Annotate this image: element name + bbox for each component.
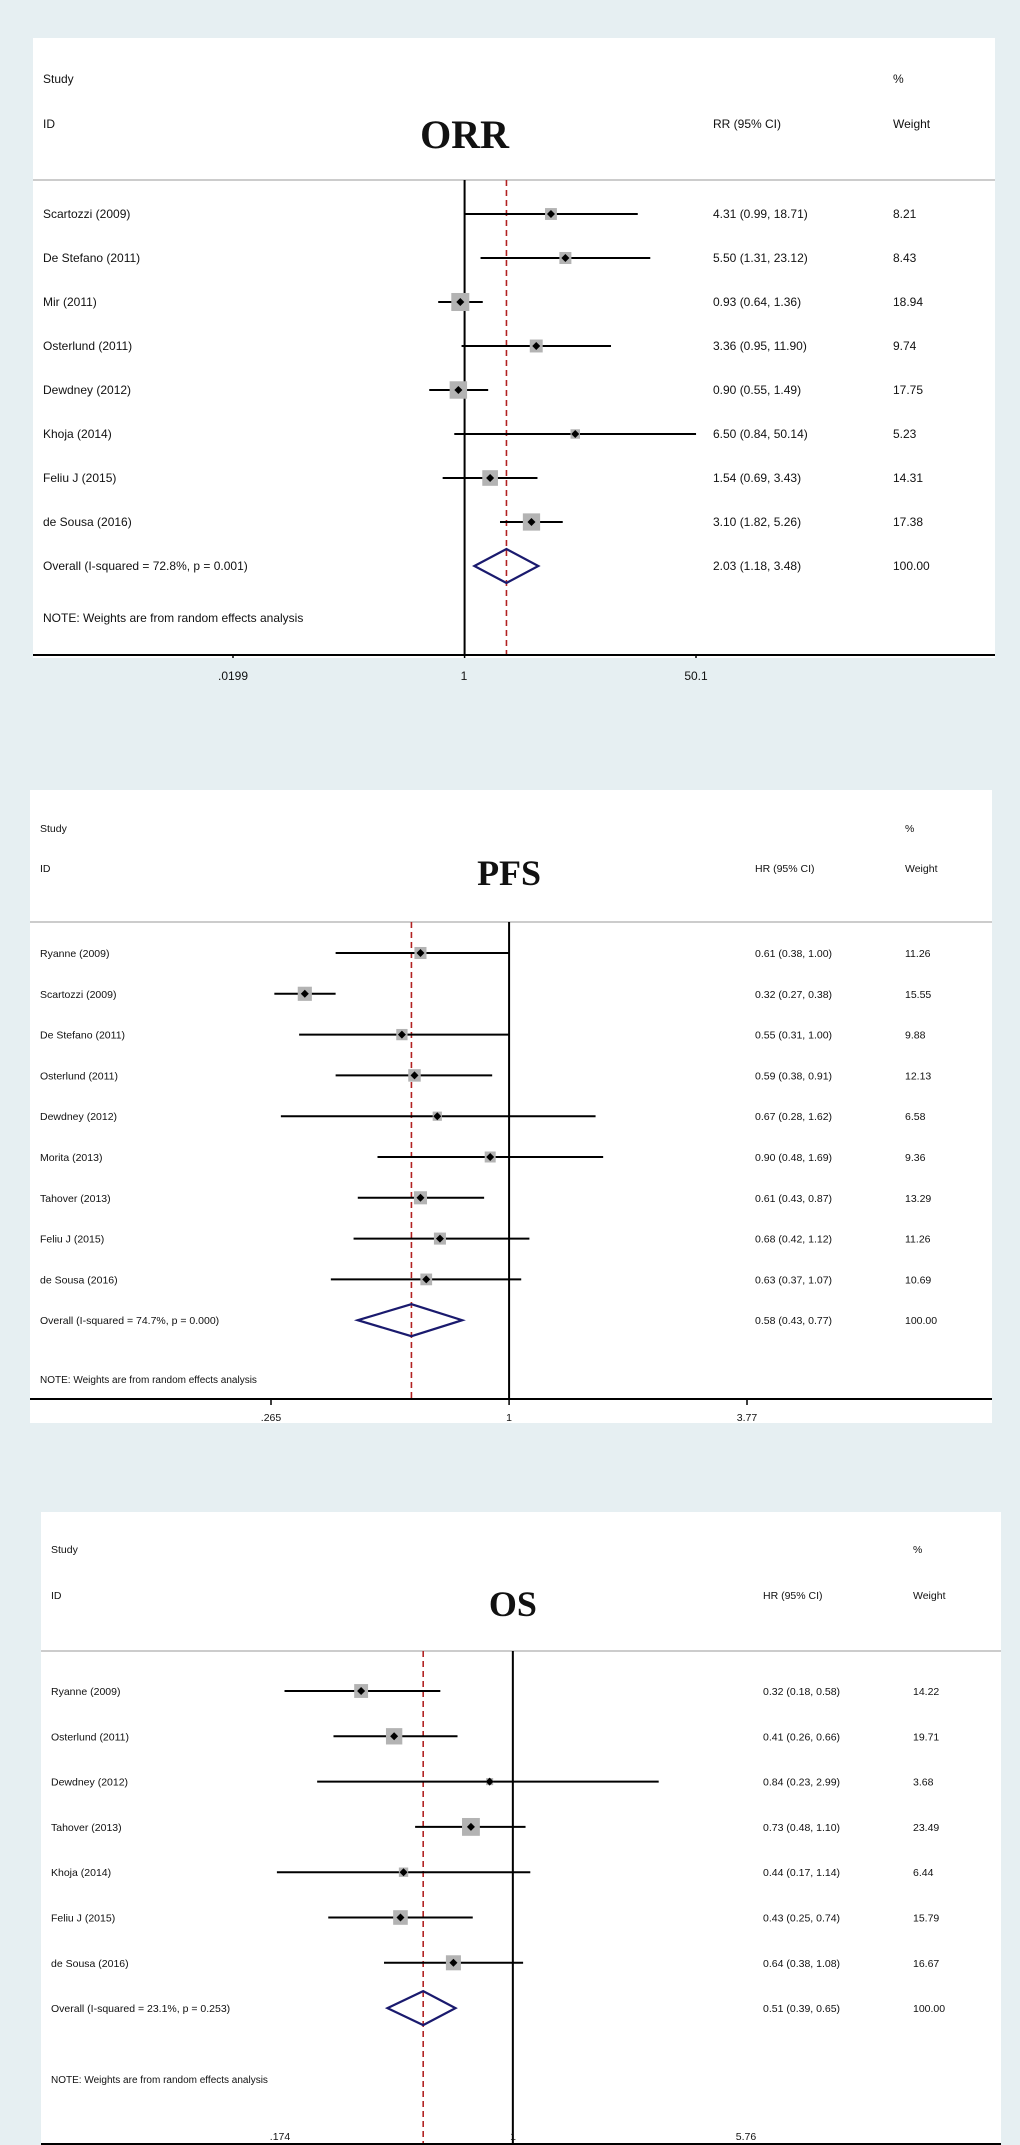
study-weight-text: 16.67 bbox=[913, 1957, 940, 1970]
study-label: Feliu J (2015) bbox=[43, 471, 117, 485]
forest-plot-orr bbox=[33, 38, 995, 658]
study-ci-text: 0.73 (0.48, 1.10) bbox=[763, 1821, 841, 1834]
study-label: Dewdney (2012) bbox=[43, 383, 132, 397]
header-study-label: Study bbox=[51, 1544, 78, 1556]
study-weight-text: 9.74 bbox=[893, 339, 917, 353]
study-weight-text: 13.29 bbox=[905, 1192, 932, 1205]
study-label: Mir (2011) bbox=[43, 295, 97, 309]
study-ci-text: 1.54 (0.69, 3.43) bbox=[713, 471, 802, 485]
study-ci-text: 4.31 (0.99, 18.71) bbox=[713, 207, 808, 221]
study-ci-text: 0.61 (0.43, 0.87) bbox=[755, 1192, 833, 1205]
study-weight-text: 17.75 bbox=[893, 383, 924, 397]
study-weight-text: 18.94 bbox=[893, 295, 924, 309]
study-weight-text: 17.38 bbox=[893, 515, 924, 529]
study-weight-text: 8.21 bbox=[893, 207, 917, 221]
study-label: de Sousa (2016) bbox=[43, 515, 132, 529]
header-id-label: ID bbox=[40, 863, 51, 875]
header-weight-label: Weight bbox=[905, 863, 938, 875]
study-label: Osterlund (2011) bbox=[40, 1070, 119, 1083]
chart-title: OS bbox=[488, 1584, 537, 1624]
forest-plot-os-svg bbox=[41, 1512, 1001, 2145]
study-label: de Sousa (2016) bbox=[51, 1957, 129, 1970]
study-weight-text: 11.26 bbox=[905, 1233, 931, 1246]
overall-weight-text: 100.00 bbox=[905, 1315, 938, 1328]
header-study-label: Study bbox=[40, 823, 67, 835]
study-ci-text: 0.32 (0.18, 0.58) bbox=[763, 1686, 841, 1698]
study-ci-text: 3.10 (1.82, 5.26) bbox=[713, 515, 802, 529]
study-weight-text: 19.71 bbox=[913, 1731, 940, 1744]
study-ci-text: 0.61 (0.38, 1.00) bbox=[755, 948, 833, 960]
header-weight-label: Weight bbox=[893, 117, 931, 131]
header-study-label: Study bbox=[43, 72, 74, 86]
study-label: Feliu J (2015) bbox=[40, 1233, 105, 1246]
chart-title: PFS bbox=[477, 853, 542, 893]
study-ci-text: 0.63 (0.37, 1.07) bbox=[755, 1274, 833, 1287]
x-axis-tick-label: 5.76 bbox=[735, 2131, 757, 2143]
header-percent-label: % bbox=[905, 823, 915, 835]
study-label: Khoja (2014) bbox=[43, 427, 112, 441]
x-axis-tick-label: 1 bbox=[506, 1412, 512, 1424]
x-axis-tick-label: .174 bbox=[269, 2131, 291, 2143]
study-weight-text: 15.79 bbox=[913, 1912, 940, 1925]
study-weight-text: 3.68 bbox=[913, 1776, 934, 1789]
study-ci-text: 0.67 (0.28, 1.62) bbox=[755, 1111, 833, 1124]
study-label: Scartozzi (2009) bbox=[40, 988, 117, 1001]
overall-diamond bbox=[358, 1304, 462, 1336]
study-label: Feliu J (2015) bbox=[51, 1912, 116, 1925]
study-label: De Stefano (2011) bbox=[40, 1029, 126, 1042]
study-weight-text: 9.36 bbox=[905, 1152, 926, 1164]
study-ci-text: 0.43 (0.25, 0.74) bbox=[763, 1912, 841, 1925]
x-axis-tick-label: .265 bbox=[260, 1412, 282, 1424]
header-id-label: ID bbox=[51, 1590, 62, 1602]
header-weight-label: Weight bbox=[913, 1590, 946, 1602]
study-label: Tahover (2013) bbox=[40, 1192, 111, 1205]
study-weight-text: 6.44 bbox=[913, 1867, 934, 1880]
header-percent-label: % bbox=[893, 72, 904, 86]
x-axis-tick-label: .0199 bbox=[217, 669, 249, 683]
study-ci-text: 5.50 (1.31, 23.12) bbox=[713, 251, 808, 265]
overall-diamond bbox=[387, 1991, 455, 2025]
study-ci-text: 6.50 (0.84, 50.14) bbox=[713, 427, 808, 441]
overall-ci-text: 2.03 (1.18, 3.48) bbox=[713, 559, 802, 573]
study-ci-text: 0.90 (0.48, 1.69) bbox=[755, 1152, 833, 1164]
study-weight-text: 10.69 bbox=[905, 1274, 932, 1287]
forest-plot-pfs-svg bbox=[30, 790, 992, 1423]
study-weight-text: 6.58 bbox=[905, 1111, 926, 1124]
header-id-label: ID bbox=[43, 117, 55, 131]
study-label: Osterlund (2011) bbox=[43, 339, 133, 353]
study-ci-text: 0.68 (0.42, 1.12) bbox=[755, 1233, 833, 1246]
weights-note: NOTE: Weights are from random effects analysis bbox=[40, 1375, 257, 1386]
study-weight-text: 14.31 bbox=[893, 471, 924, 485]
study-label: de Sousa (2016) bbox=[40, 1274, 118, 1287]
study-label: Tahover (2013) bbox=[51, 1821, 122, 1834]
study-label: Khoja (2014) bbox=[51, 1867, 112, 1880]
forest-plot-orr-svg bbox=[33, 38, 995, 658]
overall-weight-text: 100.00 bbox=[893, 559, 930, 573]
study-weight-text: 23.49 bbox=[913, 1821, 940, 1834]
study-weight-text: 15.55 bbox=[905, 988, 932, 1001]
weights-note: NOTE: Weights are from random effects analysis bbox=[43, 611, 304, 625]
study-label: Dewdney (2012) bbox=[40, 1111, 118, 1124]
header-percent-label: % bbox=[913, 1544, 923, 1556]
forest-plot-os bbox=[41, 1512, 1001, 2145]
overall-ci-text: 0.58 (0.43, 0.77) bbox=[755, 1315, 833, 1328]
header-measure-label: HR (95% CI) bbox=[755, 863, 815, 875]
study-weight-text: 5.23 bbox=[893, 427, 917, 441]
study-ci-text: 0.90 (0.55, 1.49) bbox=[713, 383, 802, 397]
study-ci-text: 0.84 (0.23, 2.99) bbox=[763, 1776, 841, 1789]
x-axis-tick-label: 3.77 bbox=[736, 1412, 758, 1424]
overall-label: Overall (I-squared = 72.8%, p = 0.001) bbox=[43, 559, 248, 573]
study-label: Ryanne (2009) bbox=[40, 948, 110, 960]
study-ci-text: 0.41 (0.26, 0.66) bbox=[763, 1731, 841, 1744]
overall-ci-text: 0.51 (0.39, 0.65) bbox=[763, 2003, 841, 2016]
study-label: Scartozzi (2009) bbox=[43, 207, 131, 221]
study-ci-text: 0.59 (0.38, 0.91) bbox=[755, 1070, 833, 1083]
x-axis-tick-label: 50.1 bbox=[684, 669, 708, 683]
study-label: Osterlund (2011) bbox=[51, 1731, 130, 1744]
overall-label: Overall (I-squared = 23.1%, p = 0.253) bbox=[51, 2003, 231, 2016]
study-weight-text: 11.26 bbox=[905, 948, 931, 960]
header-measure-label: HR (95% CI) bbox=[763, 1590, 823, 1602]
chart-title: ORR bbox=[420, 112, 510, 157]
study-weight-text: 9.88 bbox=[905, 1029, 926, 1042]
study-label: Ryanne (2009) bbox=[51, 1686, 121, 1698]
study-weight-text: 12.13 bbox=[905, 1070, 932, 1083]
study-weight-text: 14.22 bbox=[913, 1686, 940, 1698]
study-ci-text: 0.93 (0.64, 1.36) bbox=[713, 295, 802, 309]
overall-label: Overall (I-squared = 74.7%, p = 0.000) bbox=[40, 1315, 220, 1328]
x-axis-tick-label: 1 bbox=[460, 669, 468, 683]
header-measure-label: RR (95% CI) bbox=[713, 117, 782, 131]
weights-note: NOTE: Weights are from random effects analysis bbox=[51, 2075, 268, 2086]
study-ci-text: 0.55 (0.31, 1.00) bbox=[755, 1029, 833, 1042]
x-axis-tick-label: 1 bbox=[510, 2131, 516, 2143]
study-ci-text: 0.32 (0.27, 0.38) bbox=[755, 988, 833, 1001]
study-ci-text: 3.36 (0.95, 11.90) bbox=[713, 339, 807, 353]
study-label: Dewdney (2012) bbox=[51, 1776, 129, 1789]
study-weight-text: 8.43 bbox=[893, 251, 917, 265]
study-label: Morita (2013) bbox=[40, 1152, 103, 1164]
forest-plot-pfs bbox=[30, 790, 992, 1423]
study-ci-text: 0.64 (0.38, 1.08) bbox=[763, 1957, 841, 1970]
study-label: De Stefano (2011) bbox=[43, 251, 141, 265]
study-ci-text: 0.44 (0.17, 1.14) bbox=[763, 1867, 841, 1880]
overall-weight-text: 100.00 bbox=[913, 2003, 946, 2016]
